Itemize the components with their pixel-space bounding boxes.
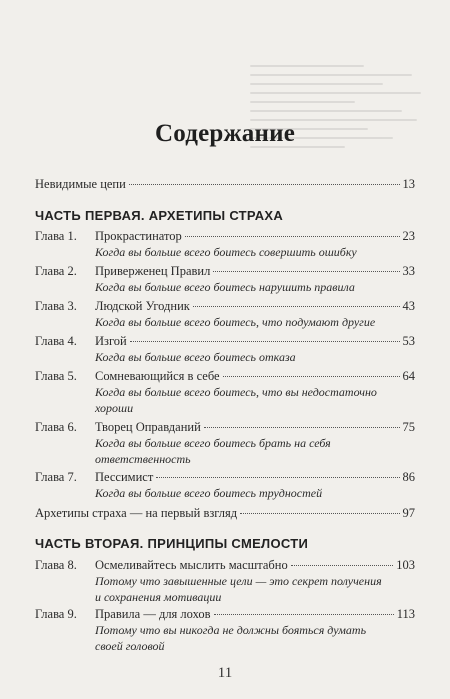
chapter-label: Глава 8. [35,558,77,572]
leader-dots [156,477,399,478]
leader-dots [214,614,394,615]
chapter-page: 64 [402,369,415,383]
chapter-label: Глава 5. [35,369,77,383]
chapter-title: Творец Оправданий [95,420,201,434]
chapter-label: Глава 1. [35,229,77,243]
chapter-label: Глава 2. [35,264,77,278]
chapter-subtitle: Когда вы больше всего боитесь брать на себя [95,436,331,450]
chapter-title: Сомневающийся в себе [95,369,220,383]
leader-dots [291,565,394,566]
leader-dots [223,376,400,377]
chapter-subtitle: и сохранения мотивации [95,590,222,604]
chapter-label: Глава 6. [35,420,77,434]
chapter-title: Приверженец Правил [95,264,211,278]
chapter-subtitle: Потому что вы никогда не должны бояться думать [95,623,367,637]
chapter-subtitle: Когда вы больше всего боитесь нарушить правила [95,280,355,294]
chapter-subtitle: своей головой [95,639,165,653]
entry-page: 97 [402,506,415,520]
chapter-title: Изгой [95,334,127,348]
leader-dots [129,184,400,185]
leader-dots [204,427,400,428]
leader-dots [193,306,400,307]
toc-entry-chapter-6[interactable] [35,419,415,435]
chapter-label: Глава 3. [35,299,77,313]
chapter-subtitle: Когда вы больше всего боитесь совершить ошибку [95,245,357,259]
page-number: 11 [217,665,233,681]
toc-entry-intro[interactable] [35,176,415,192]
chapter-page: 103 [396,558,415,572]
page-title: Содержание [154,120,295,147]
chapter-page: 23 [402,229,415,243]
chapter-title: Осмеливайтесь мыслить масштабно [95,558,288,572]
chapter-page: 33 [402,264,415,278]
chapter-subtitle: ответственность [95,452,191,466]
entry-title: Невидимые цепи [35,177,126,191]
chapter-title: Пессимист [95,470,154,484]
toc-entry-chapter-3[interactable] [35,298,415,314]
chapter-title: Людской Угодник [95,299,190,313]
chapter-subtitle: Когда вы больше всего боитесь, что подумают другие [95,315,376,329]
toc-entry-chapter-7[interactable] [35,469,415,485]
chapter-subtitle: Когда вы больше всего боитесь, что вы недостаточно [95,385,377,399]
toc-entry-chapter-8[interactable] [35,557,415,573]
toc-entry-chapter-1[interactable] [35,228,415,244]
toc-entry-chapter-4[interactable] [35,333,415,349]
toc-entry-chapter-5[interactable] [35,368,415,384]
entry-title: Архетипы страха — на первый взгляд [35,506,238,520]
chapter-page: 113 [396,607,415,621]
chapter-subtitle: Когда вы больше всего боитесь трудностей [95,486,323,500]
chapter-label: Глава 4. [35,334,77,348]
chapter-subtitle: хороши [95,401,134,415]
chapter-title: Правила — для лохов [95,607,211,621]
chapter-page: 75 [402,420,415,434]
leader-dots [240,513,399,514]
chapter-page: 53 [402,334,415,348]
part-heading-1: ЧАСТЬ ПЕРВАЯ. АРХЕТИПЫ СТРАХА [35,208,284,223]
chapter-page: 86 [402,470,415,484]
chapter-subtitle: Потому что завышенные цели — это секрет получения [95,574,382,588]
chapter-title: Прокрастинатор [95,229,182,243]
chapter-label: Глава 9. [35,607,77,621]
toc-entry-overview[interactable] [35,505,415,521]
entry-page: 13 [402,177,415,191]
chapter-page: 43 [402,299,415,313]
chapter-label: Глава 7. [35,470,77,484]
leader-dots [185,236,400,237]
leader-dots [130,341,400,342]
toc-entry-chapter-2[interactable] [35,263,415,279]
toc-entry-chapter-9[interactable] [35,606,415,622]
part-heading-2: ЧАСТЬ ВТОРАЯ. ПРИНЦИПЫ СМЕЛОСТИ [35,536,309,551]
leader-dots [213,271,399,272]
chapter-subtitle: Когда вы больше всего боитесь отказа [95,350,296,364]
